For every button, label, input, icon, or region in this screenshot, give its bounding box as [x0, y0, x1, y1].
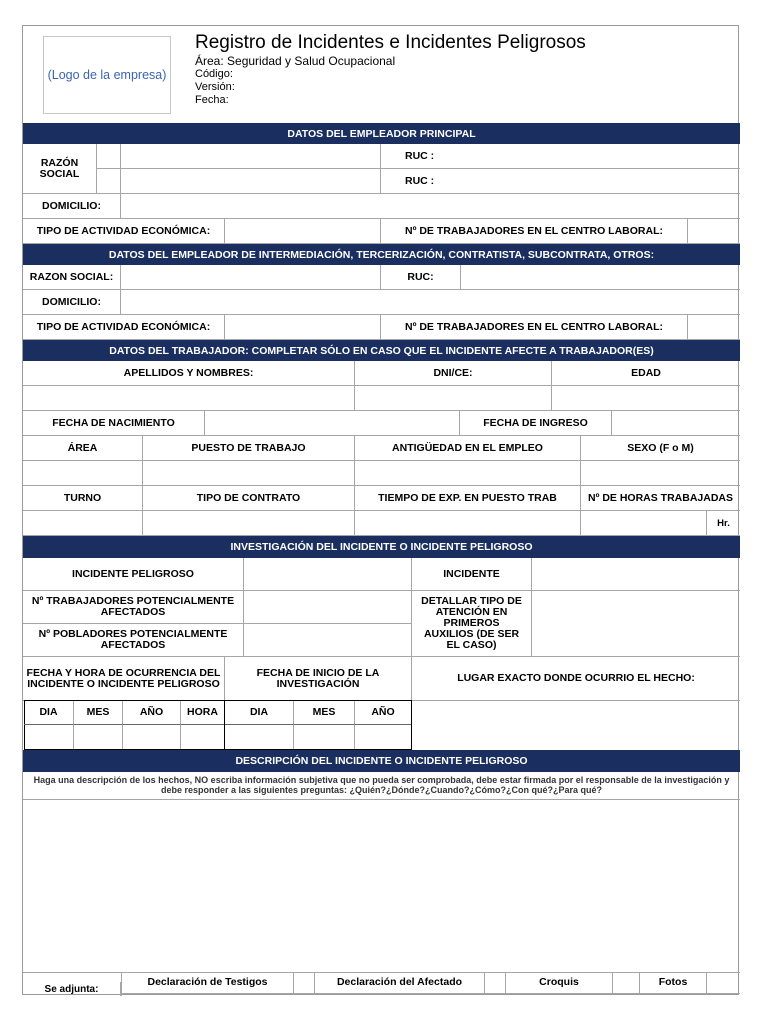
description-instructions: Haga una descripción de los hechos, NO escriba información subjetiva que no pueda ser comprobada, debe estar firmada por el responsable de la investigación y debe responder a las siguientes preguntas: ¿Quién?¿Dónde?¿Cuando?¿Cómo?¿Con qué?¿Para qué? [23, 773, 740, 800]
ruc-field-1[interactable] [381, 144, 740, 169]
actividad-label [23, 219, 225, 244]
ingreso-text: FECHA DE INGRESO [483, 416, 588, 429]
horas-label [581, 486, 740, 511]
domicilio-field[interactable] [121, 194, 740, 219]
sexo-label [581, 436, 740, 461]
fotos-label [640, 972, 707, 994]
area-label [23, 436, 143, 461]
trab-afectados-label [23, 591, 244, 624]
fecha-ocurrencia-label [23, 657, 225, 701]
contrato-label [143, 486, 355, 511]
trab-afectados-text: Nº TRABAJADORES POTENCIALMENTE AFECTADOS [31, 595, 235, 618]
inter-actividad-label [23, 315, 225, 340]
lugar-field[interactable] [412, 701, 740, 750]
nacimiento-label [23, 411, 205, 436]
incidente-label [412, 558, 532, 591]
area-text: ÁREA [67, 441, 98, 454]
detallar-field[interactable] [532, 591, 740, 657]
nacimiento-text: FECHA DE NACIMIENTO [52, 416, 175, 429]
sexo-field[interactable] [581, 461, 740, 486]
actividad-text: TIPO DE ACTIVIDAD ECONÓMICA: [36, 224, 211, 237]
apellidos-text: APELLIDOS Y NOMBRES: [123, 366, 254, 379]
ruc-label-2: RUC : [405, 174, 435, 187]
puesto-field[interactable] [143, 461, 355, 486]
sexo-text: SEXO (F o M) [627, 441, 694, 454]
worker-section-header: DATOS DEL TRABAJADOR: COMPLETAR SÓLO EN CASO QUE EL INCIDENTE AFECTE A TRABAJADOR(ES) [23, 340, 740, 361]
fecha-inicio-label [225, 657, 412, 701]
mes2-text: MES [312, 706, 336, 718]
intermediary-section-header: DATOS DEL EMPLEADOR DE INTERMEDIACIÓN, TERCERIZACIÓN, CONTRATISTA, SUBCONTRATA, OTROS: [23, 244, 740, 265]
ruc-label-1: RUC : [405, 149, 435, 162]
form-version: Versión: [195, 81, 235, 93]
inter-trabajadores-label [381, 315, 688, 340]
razon-social-checkbox-1[interactable] [97, 144, 121, 169]
inter-ruc-field[interactable] [461, 265, 740, 290]
afectado-text: Declaración del Afectado [336, 976, 463, 988]
antiguedad-text: ANTIGÜEDAD EN EL EMPLEO [392, 441, 543, 454]
puesto-label [143, 436, 355, 461]
antiguedad-field[interactable] [355, 461, 581, 486]
inter-domicilio-field[interactable] [121, 290, 740, 315]
se-adjunta-text: Se adjunta: [44, 983, 99, 995]
afectado-label [315, 972, 485, 994]
testigos-label [122, 972, 294, 994]
detallar-label [412, 591, 532, 657]
form-title: Registro de Incidentes e Incidentes Peligrosos [195, 32, 586, 53]
dni-text: DNI/CE: [433, 366, 473, 379]
pobladores-label [23, 624, 244, 657]
anio-text: AÑO [139, 706, 164, 718]
hr-unit [707, 511, 740, 536]
detallar-text: DETALLAR TIPO DE ATENCIÓN EN PRIMEROS AUXILIOS (DE SER EL CASO) [421, 595, 522, 651]
edad-text: EDAD [631, 366, 661, 379]
fotos-checkbox[interactable] [707, 972, 740, 994]
lugar-label [412, 657, 740, 701]
form-date: Fecha: [195, 94, 229, 106]
domicilio-text: DOMICILIO: [42, 199, 101, 212]
fecha-ocurrencia-text: FECHA Y HORA DE OCURRENCIA DEL INCIDENTE O INCIDENTE PELIGROSO [26, 666, 221, 690]
apellidos-field[interactable] [23, 386, 355, 411]
contrato-text: TIPO DE CONTRATO [196, 491, 301, 504]
ingreso-label [460, 411, 612, 436]
company-logo-placeholder: (Logo de la empresa) [43, 36, 171, 114]
anio-field[interactable] [123, 725, 181, 749]
trabajadores-label [381, 219, 688, 244]
razon-social-label [23, 144, 97, 194]
edad-label [552, 361, 740, 386]
mes-text: MES [86, 706, 110, 718]
mes2-field[interactable] [294, 725, 355, 749]
turno-text: TURNO [63, 491, 102, 504]
pobladores-field[interactable] [244, 624, 412, 657]
incidente-field[interactable] [532, 558, 740, 591]
inter-razon-label [23, 265, 121, 290]
trabajadores-text: Nº DE TRABAJADORES EN EL CENTRO LABORAL: [405, 224, 663, 237]
inter-domicilio-text: DOMICILIO: [42, 295, 101, 308]
anio2-text: AÑO [371, 706, 395, 718]
dia2-field[interactable] [225, 725, 294, 749]
inter-domicilio-label [23, 290, 121, 315]
inter-razon-field[interactable] [121, 265, 381, 290]
dni-field[interactable] [355, 386, 552, 411]
antiguedad-label [355, 436, 581, 461]
turno-label [23, 486, 143, 511]
area-field[interactable] [23, 461, 143, 486]
mes2-header [294, 701, 355, 725]
horas-text: Nº DE HORAS TRABAJADAS [587, 491, 733, 504]
anio2-header [355, 701, 411, 725]
description-field[interactable] [23, 801, 740, 972]
nacimiento-field[interactable] [205, 411, 460, 436]
apellidos-label [23, 361, 355, 386]
mes-header [74, 701, 123, 725]
form-area: Área: Seguridad y Salud Ocupacional [195, 54, 396, 68]
mes-field[interactable] [74, 725, 123, 749]
anio-header [123, 701, 181, 725]
se-adjunta-label [23, 982, 121, 996]
testigos-text: Declaración de Testigos [147, 976, 268, 988]
hr-text: Hr. [717, 517, 730, 529]
actividad-field[interactable] [225, 219, 381, 244]
tiempo-field[interactable] [355, 511, 581, 536]
inter-ruc-text: RUC: [407, 270, 434, 283]
investigation-section-header: INVESTIGACIÓN DEL INCIDENTE O INCIDENTE PELIGROSO [23, 536, 740, 558]
trabajadores-field[interactable] [688, 219, 740, 244]
afectado-checkbox[interactable] [485, 972, 506, 994]
razon-social-text: RAZÓN SOCIAL [39, 156, 80, 180]
trab-afectados-field[interactable] [244, 591, 412, 624]
employer-section-header: DATOS DEL EMPLEADOR PRINCIPAL [23, 123, 740, 144]
inter-trabajadores-text: Nº DE TRABAJADORES EN EL CENTRO LABORAL: [405, 320, 663, 333]
peligroso-field[interactable] [244, 558, 412, 591]
hora-text: HORA [187, 706, 218, 718]
edad-field[interactable] [552, 386, 740, 411]
dia-header [24, 701, 74, 725]
razon-social-checkbox-2[interactable] [97, 169, 121, 194]
ingreso-field[interactable] [612, 411, 740, 436]
form-frame [22, 25, 739, 995]
anio2-field[interactable] [355, 725, 411, 749]
tiempo-label [355, 486, 581, 511]
croquis-text: Croquis [539, 976, 579, 988]
puesto-text: PUESTO DE TRABAJO [191, 441, 306, 454]
pobladores-text: Nº POBLADORES POTENCIALMENTE AFECTADOS [38, 628, 228, 651]
croquis-label [506, 972, 613, 994]
dia-text: DIA [39, 706, 58, 718]
hora-field[interactable] [181, 725, 224, 749]
contrato-field[interactable] [143, 511, 355, 536]
tiempo-text: TIEMPO DE EXP. EN PUESTO TRAB [378, 491, 557, 504]
lugar-text: LUGAR EXACTO DONDE OCURRIO EL HECHO: [457, 672, 695, 684]
inter-actividad-field[interactable] [225, 315, 381, 340]
peligroso-text: INCIDENTE PELIGROSO [72, 567, 194, 580]
dni-label [355, 361, 552, 386]
dia2-text: DIA [249, 706, 269, 718]
fotos-text: Fotos [658, 976, 688, 988]
dia2-header [225, 701, 294, 725]
razon-social-field-2[interactable] [121, 169, 381, 194]
testigos-checkbox[interactable] [294, 972, 315, 994]
peligroso-label [23, 558, 244, 591]
fecha-inicio-text: FECHA DE INICIO DE LA INVESTIGACIÓN [256, 666, 380, 690]
dia-field[interactable] [24, 725, 74, 749]
croquis-checkbox[interactable] [613, 972, 640, 994]
razon-social-field-1[interactable] [121, 144, 381, 169]
ruc-field-2[interactable] [381, 169, 740, 194]
inter-ruc-label [381, 265, 461, 290]
domicilio-label [23, 194, 121, 219]
inter-trabajadores-field[interactable] [688, 315, 740, 340]
inter-actividad-text: TIPO DE ACTIVIDAD ECONÓMICA: [36, 320, 211, 333]
horas-field[interactable] [581, 511, 707, 536]
description-section-header: DESCRIPCIÓN DEL INCIDENTE O INCIDENTE PELIGROSO [23, 750, 740, 772]
turno-field[interactable] [23, 511, 143, 536]
form-code: Código: [195, 68, 233, 80]
hora-header [181, 701, 224, 725]
incidente-text: INCIDENTE [443, 567, 500, 580]
inter-razon-text: RAZON SOCIAL: [29, 270, 114, 283]
